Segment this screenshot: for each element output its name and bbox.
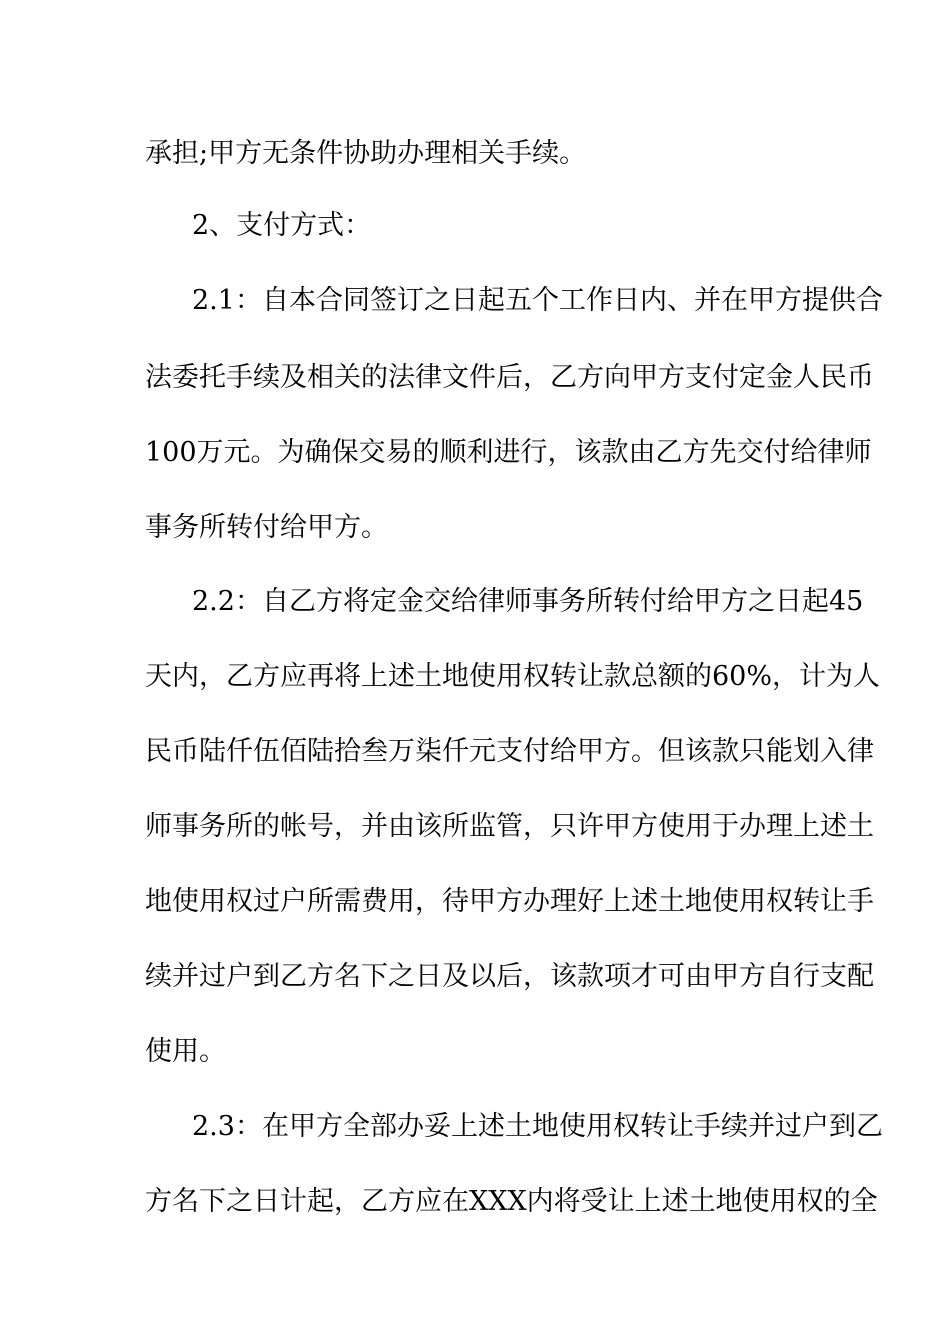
clause-2-2-line-6: 续并过户到乙方名下之日及以后，该款项才可由甲方自行支配 (145, 961, 874, 992)
text-line-1: 承担;甲方无条件协助办理相关手续。 (145, 138, 587, 169)
clause-2-1-line-4: 事务所转付给甲方。 (145, 512, 388, 543)
clause-2-3-line-1: 2.3：在甲方全部办妥上述土地使用权转让手续并过户到乙 (192, 1111, 883, 1142)
clause-2-1-line-2: 法委托手续及相关的法律文件后，乙方向甲方支付定金人民币 (145, 362, 874, 393)
clause-2-2-line-7: 使用。 (145, 1036, 226, 1067)
clause-2-2-line-5: 地使用权过户所需费用，待甲方办理好上述土地使用权转让手 (145, 886, 874, 917)
clause-2-2-line-3: 民币陆仟伍佰陆拾叁万柒仟元支付给甲方。但该款只能划入律 (145, 736, 874, 767)
clause-2-1-line-1: 2.1：自本合同签订之日起五个工作日内、并在甲方提供合 (192, 285, 883, 316)
clause-2-3-line-2: 方名下之日计起，乙方应在XXX内将受让上述土地使用权的全 (145, 1186, 878, 1217)
clause-2-2-line-2: 天内，乙方应再将上述土地使用权转让款总额的60%，计为人 (145, 661, 881, 692)
clause-2-1-line-3: 100万元。为确保交易的顺利进行，该款由乙方先交付给律师 (145, 437, 872, 468)
clause-2-2-line-4: 师事务所的帐号，并由该所监管，只许甲方使用于办理上述土 (145, 811, 874, 842)
section-heading-payment: 2、支付方式： (192, 210, 372, 241)
clause-2-2-line-1: 2.2：自乙方将定金交给律师事务所转付给甲方之日起45 (192, 586, 864, 617)
